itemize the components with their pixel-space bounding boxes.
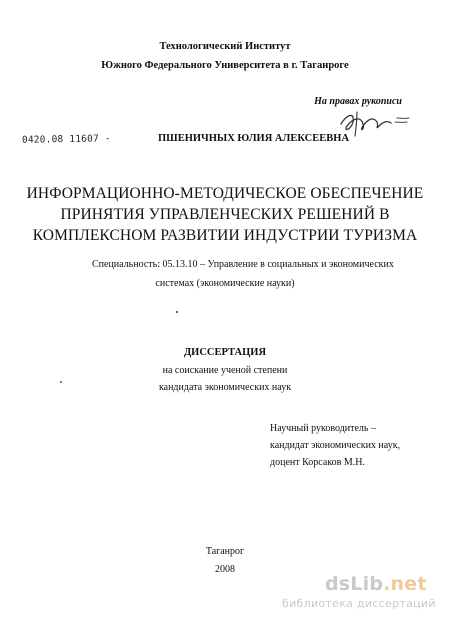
specialty-line2: системах (экономические науки) [155, 278, 295, 289]
thesis-title-line2: ПРИНЯТИЯ УПРАВЛЕНЧЕСКИХ РЕШЕНИЙ В [60, 206, 390, 223]
supervisor-line1: Научный руководитель – [270, 423, 376, 434]
rights-note: На правах рукописи [314, 96, 402, 107]
supervisor-line2: кандидат экономических наук, [270, 440, 401, 451]
thesis-title-line1: ИНФОРМАЦИОННО-МЕТОДИЧЕСКОЕ ОБЕСПЕЧЕНИЕ [26, 185, 424, 202]
scan-speck [176, 311, 178, 313]
supervisor-line3: доцент Корсаков М.Н. [270, 457, 365, 468]
author-name: ПШЕНИЧНЫХ ЮЛИЯ АЛЕКСЕЕВНА [158, 133, 350, 144]
thesis-title-line3: КОМПЛЕКСНОМ РАЗВИТИИ ИНДУСТРИИ ТУРИЗМА [32, 227, 418, 244]
watermark-logo-tld: .net [383, 573, 427, 595]
specialty-line1: Специальность: 05.13.10 – Управление в социальных и экономических [92, 259, 394, 270]
institute-name-line2: Южного Федерального Университета в г. Таганроге [101, 60, 349, 71]
degree-line2: кандидата экономических наук [158, 382, 292, 393]
registration-stamp [22, 133, 111, 146]
degree-line1: на соискание ученой степени [162, 365, 288, 376]
registration-stamp-number: 0420.08 11607 [21, 133, 100, 146]
year: 2008 [215, 564, 235, 575]
city: Таганрог [205, 546, 245, 557]
watermark-subtitle: библиотека диссертаций [282, 597, 436, 610]
thesis-title [0, 183, 450, 246]
thesis-label: ДИССЕРТАЦИЯ [183, 347, 267, 358]
watermark-logo-main: dsLib [325, 573, 384, 595]
institute-name-line1: Технологический Институт [159, 41, 291, 52]
stamp-dash: - [98, 133, 111, 145]
watermark-logo [325, 573, 427, 595]
